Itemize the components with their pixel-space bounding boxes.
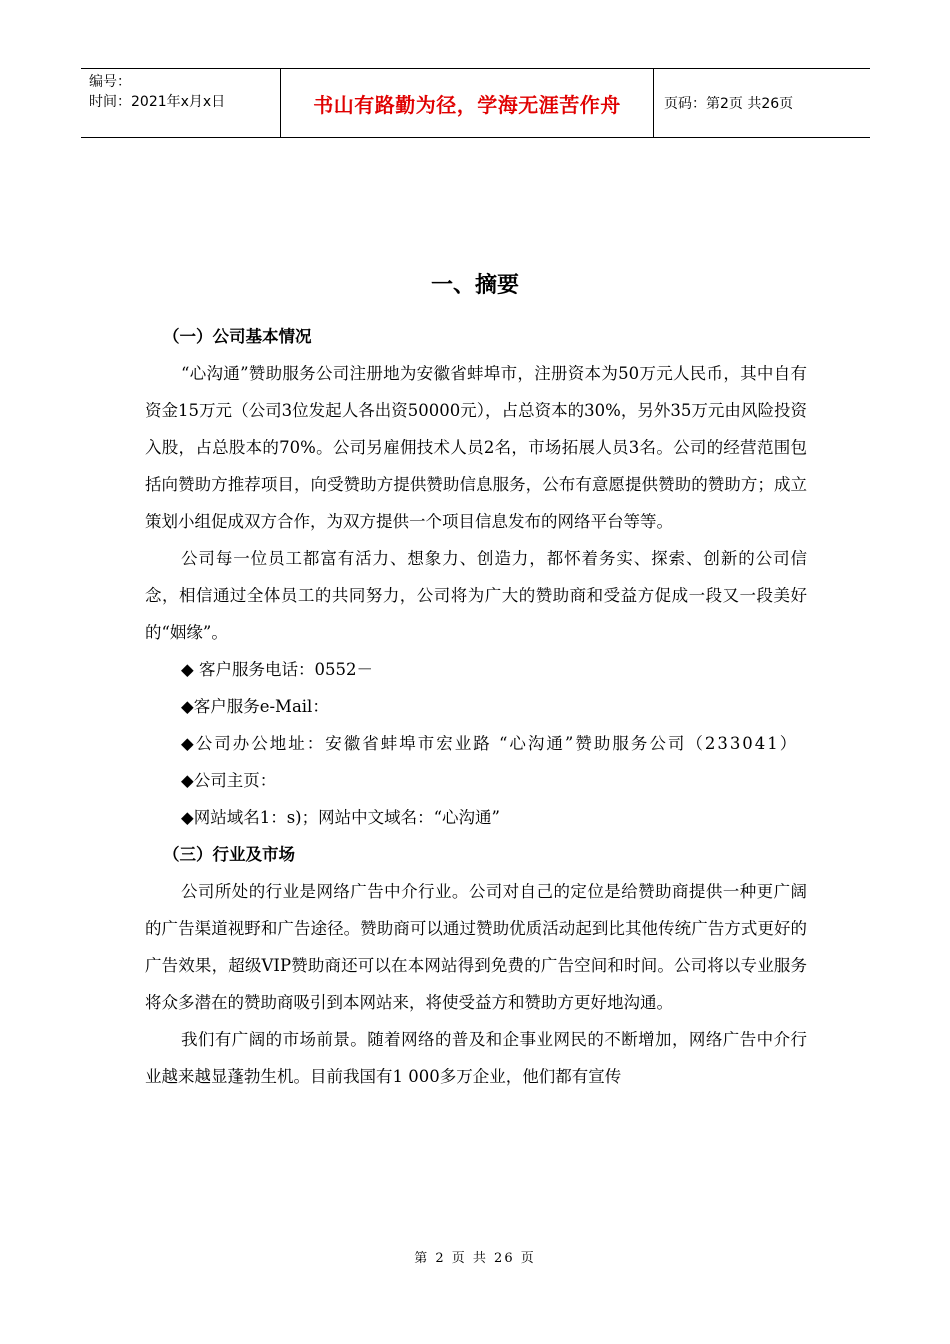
section-heading-1: （一）公司基本情况 bbox=[163, 327, 312, 346]
diamond-bullet-icon: ◆ bbox=[181, 734, 196, 753]
number-label: 编号： bbox=[89, 74, 131, 90]
section-heading-3: （三）行业及市场 bbox=[163, 845, 295, 864]
diamond-bullet-icon: ◆ bbox=[181, 697, 194, 716]
bullet-homepage bbox=[145, 762, 807, 799]
diamond-bullet-icon: ◆ bbox=[181, 660, 194, 679]
header-motto: 书山有路勤为径，学海无涯苦作舟 bbox=[281, 69, 654, 137]
bullet-email bbox=[145, 688, 807, 725]
paragraph: 我们有广阔的市场前景。随着网络的普及和企事业网民的不断增加，网络广告中介行业越来越显蓬勃生机。目前我国有1 000多万企业，他们都有宣传 bbox=[145, 1030, 807, 1086]
diamond-bullet-icon: ◆ bbox=[181, 808, 194, 827]
document-header bbox=[81, 68, 870, 138]
page-title: 一、摘要 bbox=[430, 273, 519, 298]
bullet-text: 公司办公地址：安徽省蚌埠市宏业路 “心沟通”赞助服务公司（233041） bbox=[195, 734, 799, 753]
bullet-phone bbox=[145, 651, 807, 688]
bullet-text: 客户服务e-Mail： bbox=[193, 697, 329, 716]
paragraph: 公司所处的行业是网络广告中介行业。公司对自己的定位是给赞助商提供一种更广阔的广告渠道视野和广告途径。赞助商可以通过赞助优质活动起到比其他传统广告方式更好的广告效果，超级VIP赞助商还可以在本网站得到免费的广告空间和时间。公司将以专业服务将众多潜在的赞助商吸引到本网站来，将使受益方和赞助方更好地沟通。 bbox=[145, 882, 807, 1012]
bullet-text: 公司主页： bbox=[193, 771, 277, 790]
time-label: 时间：2021年x月x日 bbox=[89, 94, 226, 110]
paragraph: 公司每一位员工都富有活力、想象力、创造力，都怀着务实、探索、创新的公司信念，相信通过全体员工的共同努力，公司将为广大的赞助商和受益方促成一段又一段美好的“姻缘”。 bbox=[145, 549, 807, 642]
document-body bbox=[145, 318, 807, 1095]
bullet-text: 客户服务电话：0552－ bbox=[198, 660, 373, 679]
bullet-text: 网站域名1：s)；网站中文域名：“心沟通” bbox=[193, 808, 500, 827]
paragraph: “心沟通”赞助服务公司注册地为安徽省蚌埠市，注册资本为50万元人民币，其中自有资金15万元（公司3位发起人各出资50000元），占总资本的30%，另外35万元由风险投资入股，占总股本的70%。公司另雇佣技术人员2名，市场拓展人员3名。公司的经营范围包括向赞助方推荐项目，向受赞助方提供赞助信息服务，公布有意愿提供赞助的赞助方；成立策划小组促成双方合作，为双方提供一个项目信息发布的网络平台等等。 bbox=[145, 364, 807, 531]
bullet-address bbox=[145, 725, 807, 762]
diamond-bullet-icon: ◆ bbox=[181, 771, 194, 790]
bullet-domain bbox=[145, 799, 807, 836]
header-page-label: 页码：第2页 共26页 bbox=[664, 96, 794, 112]
page-footer: 第 2 页 共 26 页 bbox=[414, 1251, 536, 1266]
header-meta bbox=[81, 69, 281, 137]
